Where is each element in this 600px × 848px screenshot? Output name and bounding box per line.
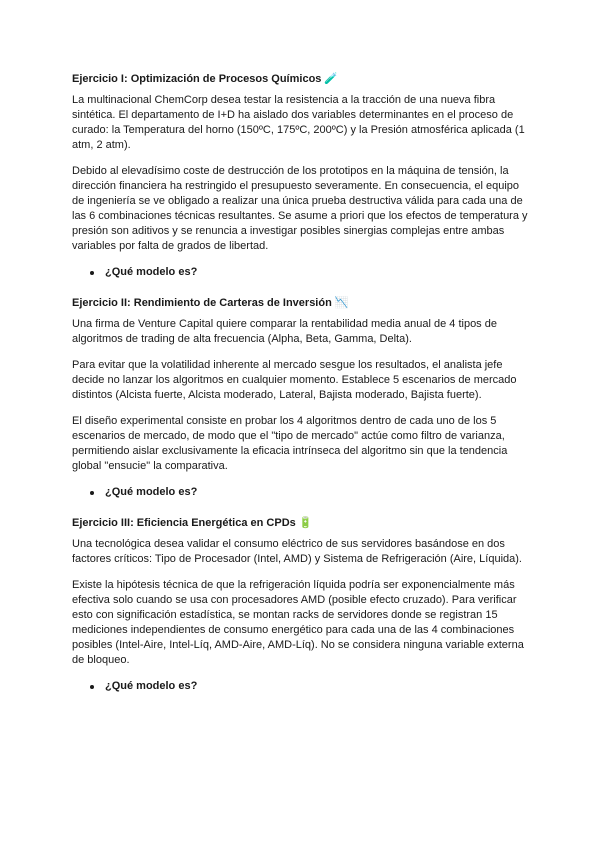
bullet-icon [90, 685, 94, 689]
exercise-2-heading [72, 295, 530, 311]
exercise-1-question-text: ¿Qué modelo es? [105, 266, 198, 278]
exercise-3-title: Ejercicio III: Eficiencia Energética en CPDs [72, 517, 296, 529]
chart-decreasing-icon: 📉 [334, 297, 349, 309]
exercise-1-title: Ejercicio I: Optimización de Procesos Químicos [72, 73, 322, 85]
exercise-3-questions [72, 679, 530, 694]
exercise-3-section [72, 515, 530, 694]
exercise-2-questions [72, 485, 530, 500]
exercise-2-question-text: ¿Qué modelo es? [105, 486, 198, 498]
exercise-1-questions [72, 265, 530, 280]
test-tube-icon: 🧪 [324, 73, 339, 85]
exercise-3-heading [72, 515, 530, 531]
exercise-3-question-text: ¿Qué modelo es? [105, 680, 198, 692]
bullet-icon [90, 491, 94, 495]
exercise-2-section [72, 295, 530, 500]
exercise-1-heading [72, 71, 530, 87]
bullet-icon [90, 271, 94, 275]
exercise-2-paragraph-3: El diseño experimental consiste en probar los 4 algoritmos dentro de cada uno de los 5 escenarios de mercado, de modo que el "tipo de mercado" actúe como filtro de varianza, permitiendo aislar exclusivamente la eficacia intrínseca del algoritmo sin que la tendencia global "ensucie" la comparativa. [72, 415, 508, 472]
exercise-2-paragraph-2: Para evitar que la volatilidad inherente al mercado sesgue los resultados, el analista jefe decide no lanzar los algoritmos en cualquier momento. Establece 5 escenarios de mercado distintos (Alcista fuerte, Alcista moderado, Lateral, Bajista moderado, Bajista fuerte). [72, 359, 517, 401]
exercise-1-paragraph-1: La multinacional ChemCorp desea testar la resistencia a la tracción de una nueva fibra sintética. El departamento de I+D ha aislado dos variables determinantes en el proceso de curado: la Temperatura del horno (150ºC, 175ºC, 200ºC) y la Presión atmosférica aplicada (1 atm, 2 atm). [72, 94, 525, 151]
exercise-2-title: Ejercicio II: Rendimiento de Carteras de Inversión [72, 297, 332, 309]
exercise-3-paragraph-1: Una tecnológica desea validar el consumo eléctrico de sus servidores basándose en dos factores críticos: Tipo de Procesador (Intel, AMD) y Sistema de Refrigeración (Aire, Líquida). [72, 538, 522, 565]
exercise-1-paragraph-2: Debido al elevadísimo coste de destrucción de los prototipos en la máquina de tensión, la dirección financiera ha restringido el presupuesto severamente. En consecuencia, el equipo de ingeniería se ve obligado a realizar una única prueba destructiva válida para cada una de las 6 combinaciones técnicas resultantes. Se asume a priori que los efectos de temperatura y presión son aditivos y se renuncia a investigar posibles sinergias complejas entre ambas variables por falta de grados de libertad. [72, 165, 528, 252]
exercise-2-question [90, 485, 530, 500]
battery-icon: 🔋 [298, 517, 313, 529]
exercise-1-question [90, 265, 530, 280]
exercise-3-question [90, 679, 530, 694]
exercise-1-section [72, 71, 530, 280]
exercise-2-paragraph-1: Una firma de Venture Capital quiere comparar la rentabilidad media anual de 4 tipos de algoritmos de trading de alta frecuencia (Alpha, Beta, Gamma, Delta). [72, 318, 497, 345]
exercise-3-paragraph-2: Existe la hipótesis técnica de que la refrigeración líquida podría ser exponencialmente más efectiva solo cuando se usa con procesadores AMD (posible efecto cruzado). Para verificar esto con significación estadística, se montan racks de servidores donde se registran 15 mediciones independientes de consumo energético para cada una de las 4 combinaciones posibles (Intel-Aire, Intel-Líq, AMD-Aire, AMD-Líq). No se considera ninguna variable externa de bloqueo. [72, 579, 524, 666]
